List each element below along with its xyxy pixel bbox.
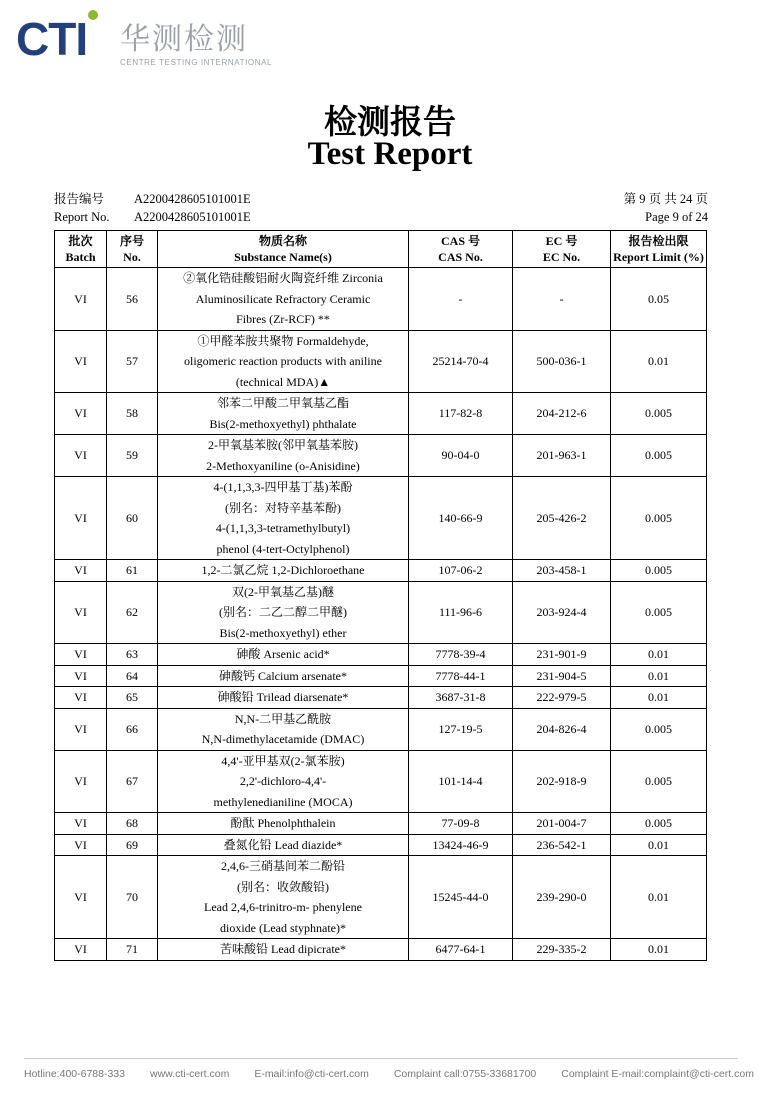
cell-batch: VI: [55, 834, 107, 856]
cell-substance: [158, 813, 409, 835]
cell-substance: [158, 330, 409, 393]
substance-name-line: 2-甲氧基苯胺(邻甲氧基苯胺): [208, 438, 358, 452]
cell-cas: 6477-64-1: [409, 939, 513, 961]
substance-name-line: 2-Methoxyaniline (o-Anisidine): [206, 458, 360, 473]
substance-name-line: 砷酸钙 Calcium arsenate*: [219, 668, 347, 683]
logo-brand: CTI: [16, 13, 88, 65]
substance-name-line: ②氧化锆硅酸铝耐火陶瓷纤维 Zirconia: [183, 271, 383, 285]
substance-name-line: ①甲醛苯胺共聚物 Formaldehyde,: [197, 333, 369, 348]
substance-name-line: Bis(2-methoxyethyl) phthalate: [209, 416, 357, 431]
cell-substance: [158, 665, 409, 687]
cell-batch: VI: [55, 393, 107, 435]
cell-no: 64: [107, 665, 158, 687]
cell-batch: VI: [55, 856, 107, 939]
logo-name-cn: 华测检测: [120, 22, 248, 57]
substance-name-line: (technical MDA)▲: [235, 374, 331, 389]
table-row: [55, 939, 707, 961]
cell-batch: VI: [55, 268, 107, 331]
report-number-block: [54, 190, 251, 226]
substance-name-line: 4,4'-亚甲基双(2-氯苯胺): [221, 753, 345, 768]
column-header-en: Batch: [65, 250, 96, 264]
cell-ec: 229-335-2: [513, 939, 611, 961]
substance-name-line: phenol (4-tert-Octylphenol): [216, 541, 350, 556]
cell-no: 62: [107, 581, 158, 644]
substance-name-line: (别名：二乙二醇二甲醚): [219, 605, 347, 619]
cell-batch: VI: [55, 581, 107, 644]
cell-ec: 236-542-1: [513, 834, 611, 856]
footer-complaint-call: Complaint call:0755-33681700: [393, 1068, 537, 1080]
cell-no: 56: [107, 268, 158, 331]
cell-substance: [158, 560, 409, 582]
report-no-value-cn: A2200428605101001E: [134, 192, 251, 206]
substance-name-line: dioxide (Lead styphnate)*: [220, 920, 346, 935]
cell-ec: 205-426-2: [513, 477, 611, 560]
cell-cas: 90-04-0: [409, 435, 513, 477]
table-row: [55, 435, 707, 477]
footer-website: www.cti-cert.com: [149, 1068, 230, 1080]
cell-substance: [158, 708, 409, 750]
cell-substance: [158, 834, 409, 856]
substance-name-line: 1,2-二氯乙烷 1,2-Dichloroethane: [201, 563, 365, 577]
cell-batch: VI: [55, 644, 107, 666]
cell-batch: VI: [55, 750, 107, 813]
cell-substance: [158, 750, 409, 813]
substance-name-line: 砷酸 Arsenic acid*: [236, 647, 330, 661]
cell-substance: [158, 477, 409, 560]
cell-substance: [158, 644, 409, 666]
table-row: [55, 581, 707, 644]
cell-no: 67: [107, 750, 158, 813]
cell-limit: 0.01: [611, 856, 707, 939]
cell-batch: VI: [55, 330, 107, 393]
table-body: [55, 268, 707, 961]
substance-name-line: oligomeric reaction products with aniline: [184, 354, 382, 368]
cell-cas: 7778-44-1: [409, 665, 513, 687]
cell-batch: VI: [55, 813, 107, 835]
table-row: [55, 393, 707, 435]
substance-name-line: methylenedianiline (MOCA): [213, 794, 353, 809]
cell-no: 59: [107, 435, 158, 477]
column-header-en: EC No.: [542, 250, 581, 264]
table-row: [55, 687, 707, 709]
table-row: [55, 856, 707, 939]
cell-cas: 111-96-6: [409, 581, 513, 644]
column-header-en: Substance Name(s): [234, 250, 332, 264]
cell-cas: 25214-70-4: [409, 330, 513, 393]
cell-no: 58: [107, 393, 158, 435]
cell-ec: 204-212-6: [513, 393, 611, 435]
cell-substance: [158, 435, 409, 477]
substance-name-line: Lead 2,4,6-trinitro-m- phenylene: [204, 900, 362, 914]
cell-limit: 0.005: [611, 393, 707, 435]
substance-name-line: 双(2-甲氧基乙基)醚: [232, 584, 334, 599]
substance-name-line: 叠氮化铅 Lead diazide*: [223, 837, 343, 852]
cell-substance: [158, 581, 409, 644]
cell-cas: 140-66-9: [409, 477, 513, 560]
cell-limit: 0.005: [611, 813, 707, 835]
cell-ec: 202-918-9: [513, 750, 611, 813]
cell-ec: 231-904-5: [513, 665, 611, 687]
column-header: [55, 231, 107, 268]
cell-ec: 204-826-4: [513, 708, 611, 750]
cell-cas: 127-19-5: [409, 708, 513, 750]
report-title-en: Test Report: [307, 136, 473, 172]
cell-no: 68: [107, 813, 158, 835]
cell-substance: [158, 939, 409, 961]
table-row: [55, 750, 707, 813]
substance-table: [54, 230, 707, 961]
substance-name-line: 砷酸铅 Trilead diarsenate*: [217, 690, 349, 704]
table-row: [55, 477, 707, 560]
cell-limit: 0.005: [611, 581, 707, 644]
cell-no: 66: [107, 708, 158, 750]
cell-limit: 0.01: [611, 687, 707, 709]
cell-no: 63: [107, 644, 158, 666]
table-row: [55, 268, 707, 331]
column-header-cn: 序号: [119, 234, 144, 248]
cell-no: 60: [107, 477, 158, 560]
cell-limit: 0.005: [611, 435, 707, 477]
table-row: [55, 813, 707, 835]
cell-limit: 0.01: [611, 330, 707, 393]
column-header: [513, 231, 611, 268]
cell-no: 65: [107, 687, 158, 709]
column-header: [107, 231, 158, 268]
report-no-label-cn: 报告编号: [54, 192, 105, 206]
page-info-block: [624, 190, 708, 226]
column-header: [409, 231, 513, 268]
cell-limit: 0.005: [611, 708, 707, 750]
table-row: [55, 644, 707, 666]
cell-cas: 3687-31-8: [409, 687, 513, 709]
substance-name-line: N,N-dimethylacetamide (DMAC): [201, 732, 365, 746]
company-logo: [16, 8, 276, 70]
cell-batch: VI: [55, 477, 107, 560]
cell-cas: 117-82-8: [409, 393, 513, 435]
footer-divider: [24, 1058, 738, 1059]
footer-hotline: Hotline:400-6788-333: [24, 1068, 125, 1080]
cell-cas: 77-09-8: [409, 813, 513, 835]
cell-substance: [158, 687, 409, 709]
substance-name-line: Fibres (Zr-RCF) **: [236, 312, 330, 326]
page-footer: [24, 1068, 754, 1080]
cell-cas: 107-06-2: [409, 560, 513, 582]
cell-ec: 222-979-5: [513, 687, 611, 709]
substance-name-line: Aluminosilicate Refractory Ceramic: [195, 291, 371, 306]
cell-batch: VI: [55, 687, 107, 709]
report-title-cn: 检测报告: [324, 102, 456, 141]
cell-ec: 500-036-1: [513, 330, 611, 393]
cell-batch: VI: [55, 708, 107, 750]
footer-email: E-mail:info@cti-cert.com: [254, 1068, 369, 1080]
substance-name-line: 2,2'-dichloro-4,4'-: [239, 774, 327, 788]
column-header-en: Report Limit (%): [613, 250, 704, 264]
cell-limit: 0.01: [611, 834, 707, 856]
column-header-cn: 批次: [68, 234, 93, 248]
column-header-en: No.: [123, 250, 141, 264]
substance-name-line: 苦味酸铅 Lead dipicrate*: [220, 942, 346, 956]
substance-name-line: 4-(1,1,3,3-tetramethylbutyl): [215, 521, 351, 535]
column-header-cn: 报告检出限: [628, 234, 689, 248]
cell-no: 69: [107, 834, 158, 856]
table-row: [55, 708, 707, 750]
substance-name-line: 酚酞 Phenolphthalein: [230, 816, 336, 830]
cell-no: 71: [107, 939, 158, 961]
cell-limit: 0.005: [611, 477, 707, 560]
cell-ec: 201-004-7: [513, 813, 611, 835]
cell-limit: 0.01: [611, 644, 707, 666]
cell-ec: 231-901-9: [513, 644, 611, 666]
cell-ec: -: [513, 268, 611, 331]
table-row: [55, 834, 707, 856]
column-header-cn: CAS 号: [440, 234, 480, 248]
substance-name-line: 邻苯二甲酸二甲氧基乙酯: [216, 396, 349, 410]
page-info-en: Page 9 of 24: [645, 210, 708, 224]
report-no-label-en: Report No.: [54, 210, 110, 224]
cell-limit: 0.01: [611, 939, 707, 961]
cell-cas: 13424-46-9: [409, 834, 513, 856]
substance-name-line: N,N-二甲基乙酰胺: [234, 711, 332, 726]
cell-substance: [158, 393, 409, 435]
cell-limit: 0.01: [611, 665, 707, 687]
cell-batch: VI: [55, 435, 107, 477]
cell-batch: VI: [55, 939, 107, 961]
cell-ec: 203-458-1: [513, 560, 611, 582]
table-row: [55, 665, 707, 687]
report-no-value-en: A2200428605101001E: [134, 210, 251, 224]
cell-no: 57: [107, 330, 158, 393]
table-header-row: [55, 231, 707, 268]
cell-ec: 201-963-1: [513, 435, 611, 477]
logo-name-en: CENTRE TESTING INTERNATIONAL: [120, 58, 273, 67]
cell-limit: 0.005: [611, 560, 707, 582]
cell-substance: [158, 856, 409, 939]
cell-ec: 203-924-4: [513, 581, 611, 644]
cell-ec: 239-290-0: [513, 856, 611, 939]
logo-dot-icon: [88, 10, 98, 20]
column-header: [158, 231, 409, 268]
substance-name-line: (别名：收敛酸铅): [237, 879, 329, 894]
page-info-cn: 第 9 页 共 24 页: [623, 192, 708, 206]
cell-cas: 7778-39-4: [409, 644, 513, 666]
footer-complaint-email: Complaint E-mail:complaint@cti-cert.com: [561, 1068, 754, 1080]
cell-batch: VI: [55, 665, 107, 687]
column-header-cn: EC 号: [545, 234, 578, 248]
cell-limit: 0.005: [611, 750, 707, 813]
cell-cas: 15245-44-0: [409, 856, 513, 939]
cell-substance: [158, 268, 409, 331]
cell-no: 61: [107, 560, 158, 582]
substance-name-line: Bis(2-methoxyethyl) ether: [219, 625, 347, 640]
cell-cas: -: [409, 268, 513, 331]
table-row: [55, 560, 707, 582]
table-row: [55, 330, 707, 393]
cell-batch: VI: [55, 560, 107, 582]
column-header: [611, 231, 707, 268]
column-header-cn: 物质名称: [258, 234, 307, 248]
substance-name-line: 2,4,6-三硝基间苯二酚铅: [221, 859, 345, 873]
cell-limit: 0.05: [611, 268, 707, 331]
substance-name-line: 4-(1,1,3,3-四甲基丁基)苯酚: [213, 480, 353, 494]
substance-name-line: (别名：对特辛基苯酚): [225, 500, 341, 515]
cell-cas: 101-14-4: [409, 750, 513, 813]
column-header-en: CAS No.: [438, 250, 483, 264]
cell-no: 70: [107, 856, 158, 939]
